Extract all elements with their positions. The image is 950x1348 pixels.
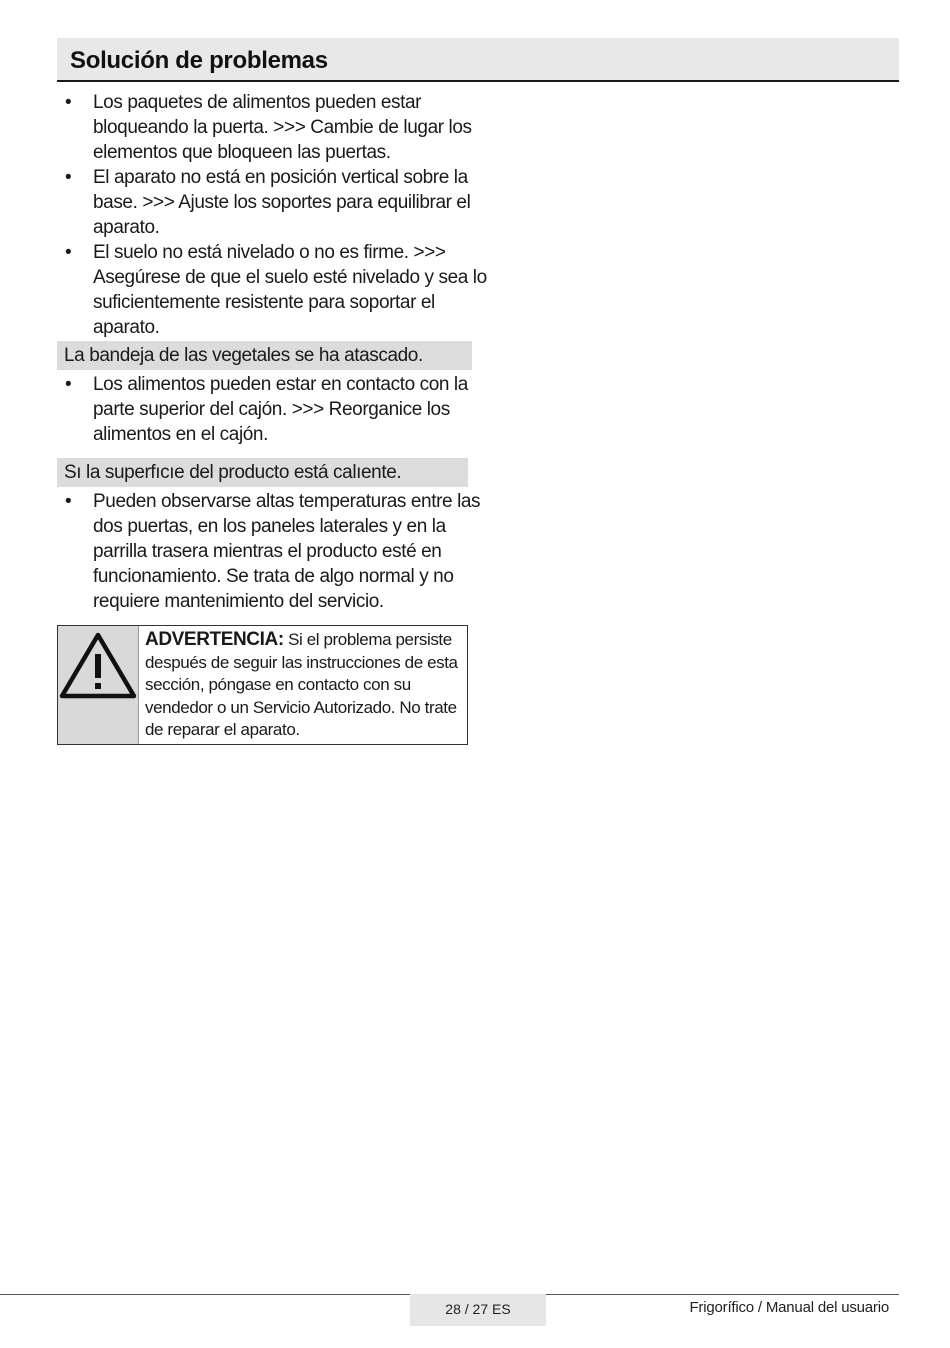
- list-item: • Los paquetes de alimentos pueden estar bloqueando la puerta. >>> Cambie de lugar los elementos que bloqueen las puertas.: [65, 92, 472, 163]
- list-item: • Los alimentos pueden estar en contacto con la parte superior del cajón. >>> Reorganice los alimentos en el cajón.: [65, 374, 468, 445]
- section-2-list: [57, 372, 472, 447]
- list-item-text: Los alimentos pueden estar en contacto con la parte superior del cajón. >>> Reorganice los alimentos en el cajón.: [93, 374, 468, 445]
- page-title: Solución de problemas: [70, 47, 328, 74]
- list-item-text: Pueden observarse altas temperaturas entre las dos puertas, en los paneles laterales y en la parrilla trasera mientras el producto esté en funcionamiento. Se trata de algo normal y no requiere mantenimiento del servicio.: [93, 491, 481, 612]
- section-3-heading: Sı la superfıcıe del producto está calıente.: [57, 458, 468, 487]
- warning-box: [57, 625, 468, 745]
- warning-triangle-icon: [58, 630, 138, 700]
- warning-label: ADVERTENCIA:: [145, 629, 284, 650]
- list-item-text: El suelo no está nivelado o no es firme. >>> Asegúrese de que el suelo esté nivelado y sea lo suficientemente resistente para soportar el aparato.: [93, 242, 487, 338]
- warning-text: [139, 626, 467, 744]
- list-item: • El suelo no está nivelado o no es firme. >>> Asegúrese de que el suelo esté nivelado y sea lo suficientemente resistente para soportar el aparato.: [65, 242, 487, 338]
- footer-doc-title: Frigorífico / Manual del usuario: [689, 1299, 889, 1316]
- warning-body: Si el problema persiste después de seguir las instrucciones de esta sección, póngase en contacto con su vendedor o un Servicio Autorizado. No trate de reparar el aparato.: [145, 630, 458, 739]
- page-number: 28 / 27 ES: [410, 1294, 546, 1326]
- list-item-text: El aparato no está en posición vertical sobre la base. >>> Ajuste los soportes para equilibrar el aparato.: [93, 167, 471, 238]
- warning-icon-cell: [58, 626, 139, 744]
- section-1-list: [57, 90, 487, 340]
- list-item-text: Los paquetes de alimentos pueden estar bloqueando la puerta. >>> Cambie de lugar los elementos que bloqueen las puertas.: [93, 92, 472, 163]
- section-3-list: [57, 489, 481, 614]
- section-header: [57, 38, 899, 82]
- section-2-heading: La bandeja de las vegetales se ha atascado.: [57, 341, 472, 370]
- list-item: • Pueden observarse altas temperaturas entre las dos puertas, en los paneles laterales y en la parrilla trasera mientras el producto esté en funcionamiento. Se trata de algo normal y no requiere mantenimiento del servicio.: [65, 491, 481, 612]
- list-item: • El aparato no está en posición vertical sobre la base. >>> Ajuste los soportes para equilibrar el aparato.: [65, 167, 471, 238]
